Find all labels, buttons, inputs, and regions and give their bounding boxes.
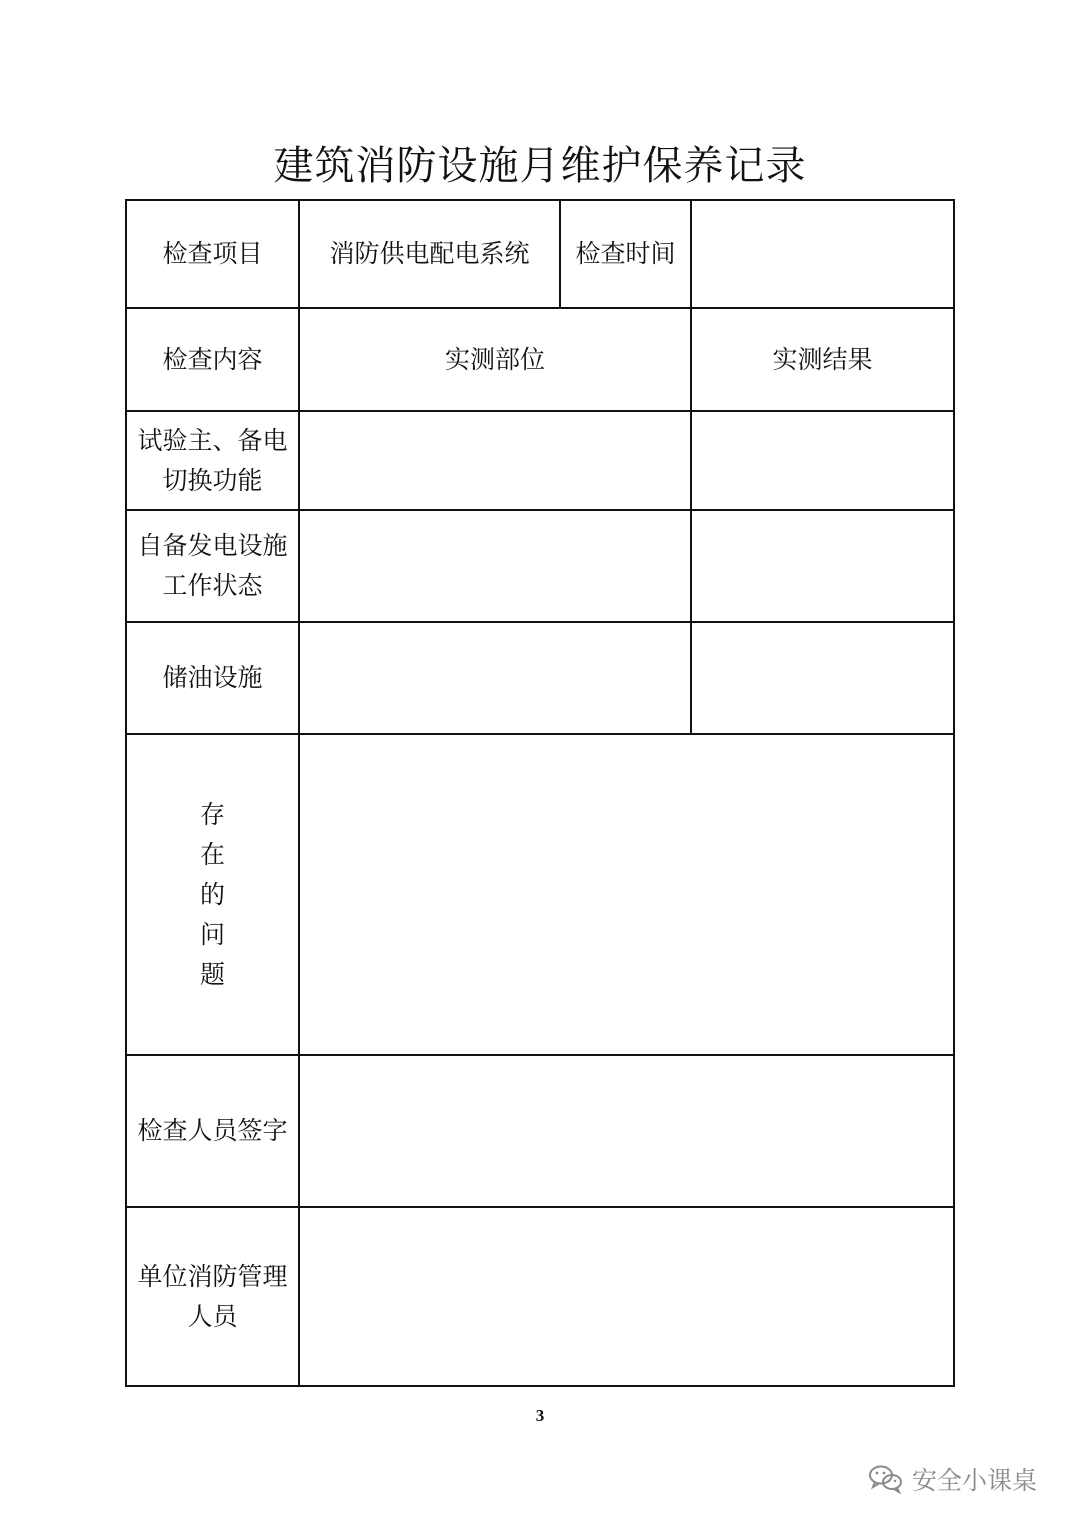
inspector-signature-label: 检查人员签字 <box>137 1116 288 1145</box>
problems-char-5: 题 <box>199 959 225 989</box>
fire-manager-label-line-2: 人员 <box>187 1301 238 1331</box>
oil-storage-result-cell[interactable] <box>691 622 954 734</box>
check-item-generator-line-2: 工作状态 <box>162 571 263 600</box>
page-title: 建筑消防设施月维护保养记录 <box>273 143 807 189</box>
check-item-power-switch-line-2: 切换功能 <box>162 465 263 495</box>
check-item-power-switch-line-1: 试验主、备电 <box>137 425 288 455</box>
inspection-time-value[interactable] <box>691 200 954 308</box>
existing-problems-cell[interactable] <box>299 734 954 1055</box>
generator-location-cell[interactable] <box>299 510 691 622</box>
inspector-signature-cell[interactable] <box>299 1055 954 1207</box>
check-item-generator <box>126 510 299 622</box>
problems-char-2: 在 <box>199 839 225 869</box>
existing-problems-label <box>126 734 299 1055</box>
check-item-generator-line-1: 自备发电设施 <box>137 531 288 560</box>
watermark-text: 安全小课桌 <box>912 1466 1038 1495</box>
check-item-power-switch <box>126 411 299 510</box>
problems-char-3: 的 <box>199 879 225 909</box>
inspection-item-value: 消防供电配电系统 <box>329 239 530 268</box>
inspection-content-label: 检查内容 <box>162 344 263 374</box>
generator-result-cell[interactable] <box>691 510 954 622</box>
oil-storage-location-cell[interactable] <box>299 622 691 734</box>
power-switch-result-cell[interactable] <box>691 411 954 510</box>
problems-char-4: 问 <box>199 919 225 949</box>
fire-manager-label-line-1: 单位消防管理 <box>137 1261 288 1291</box>
fire-manager-cell[interactable] <box>299 1207 954 1386</box>
wechat-icon <box>868 1464 904 1494</box>
measured-result-header: 实测结果 <box>772 344 873 374</box>
measured-location-header: 实测部位 <box>444 344 545 374</box>
problems-char-1: 存 <box>199 799 225 829</box>
fire-manager-label <box>126 1207 299 1386</box>
inspection-item-label: 检查项目 <box>162 239 263 268</box>
watermark <box>868 1459 1037 1499</box>
check-item-oil-storage: 储油设施 <box>162 663 263 692</box>
page-number: 3 <box>535 1406 545 1425</box>
inspection-time-label: 检查时间 <box>575 239 676 268</box>
power-switch-location-cell[interactable] <box>299 411 691 510</box>
